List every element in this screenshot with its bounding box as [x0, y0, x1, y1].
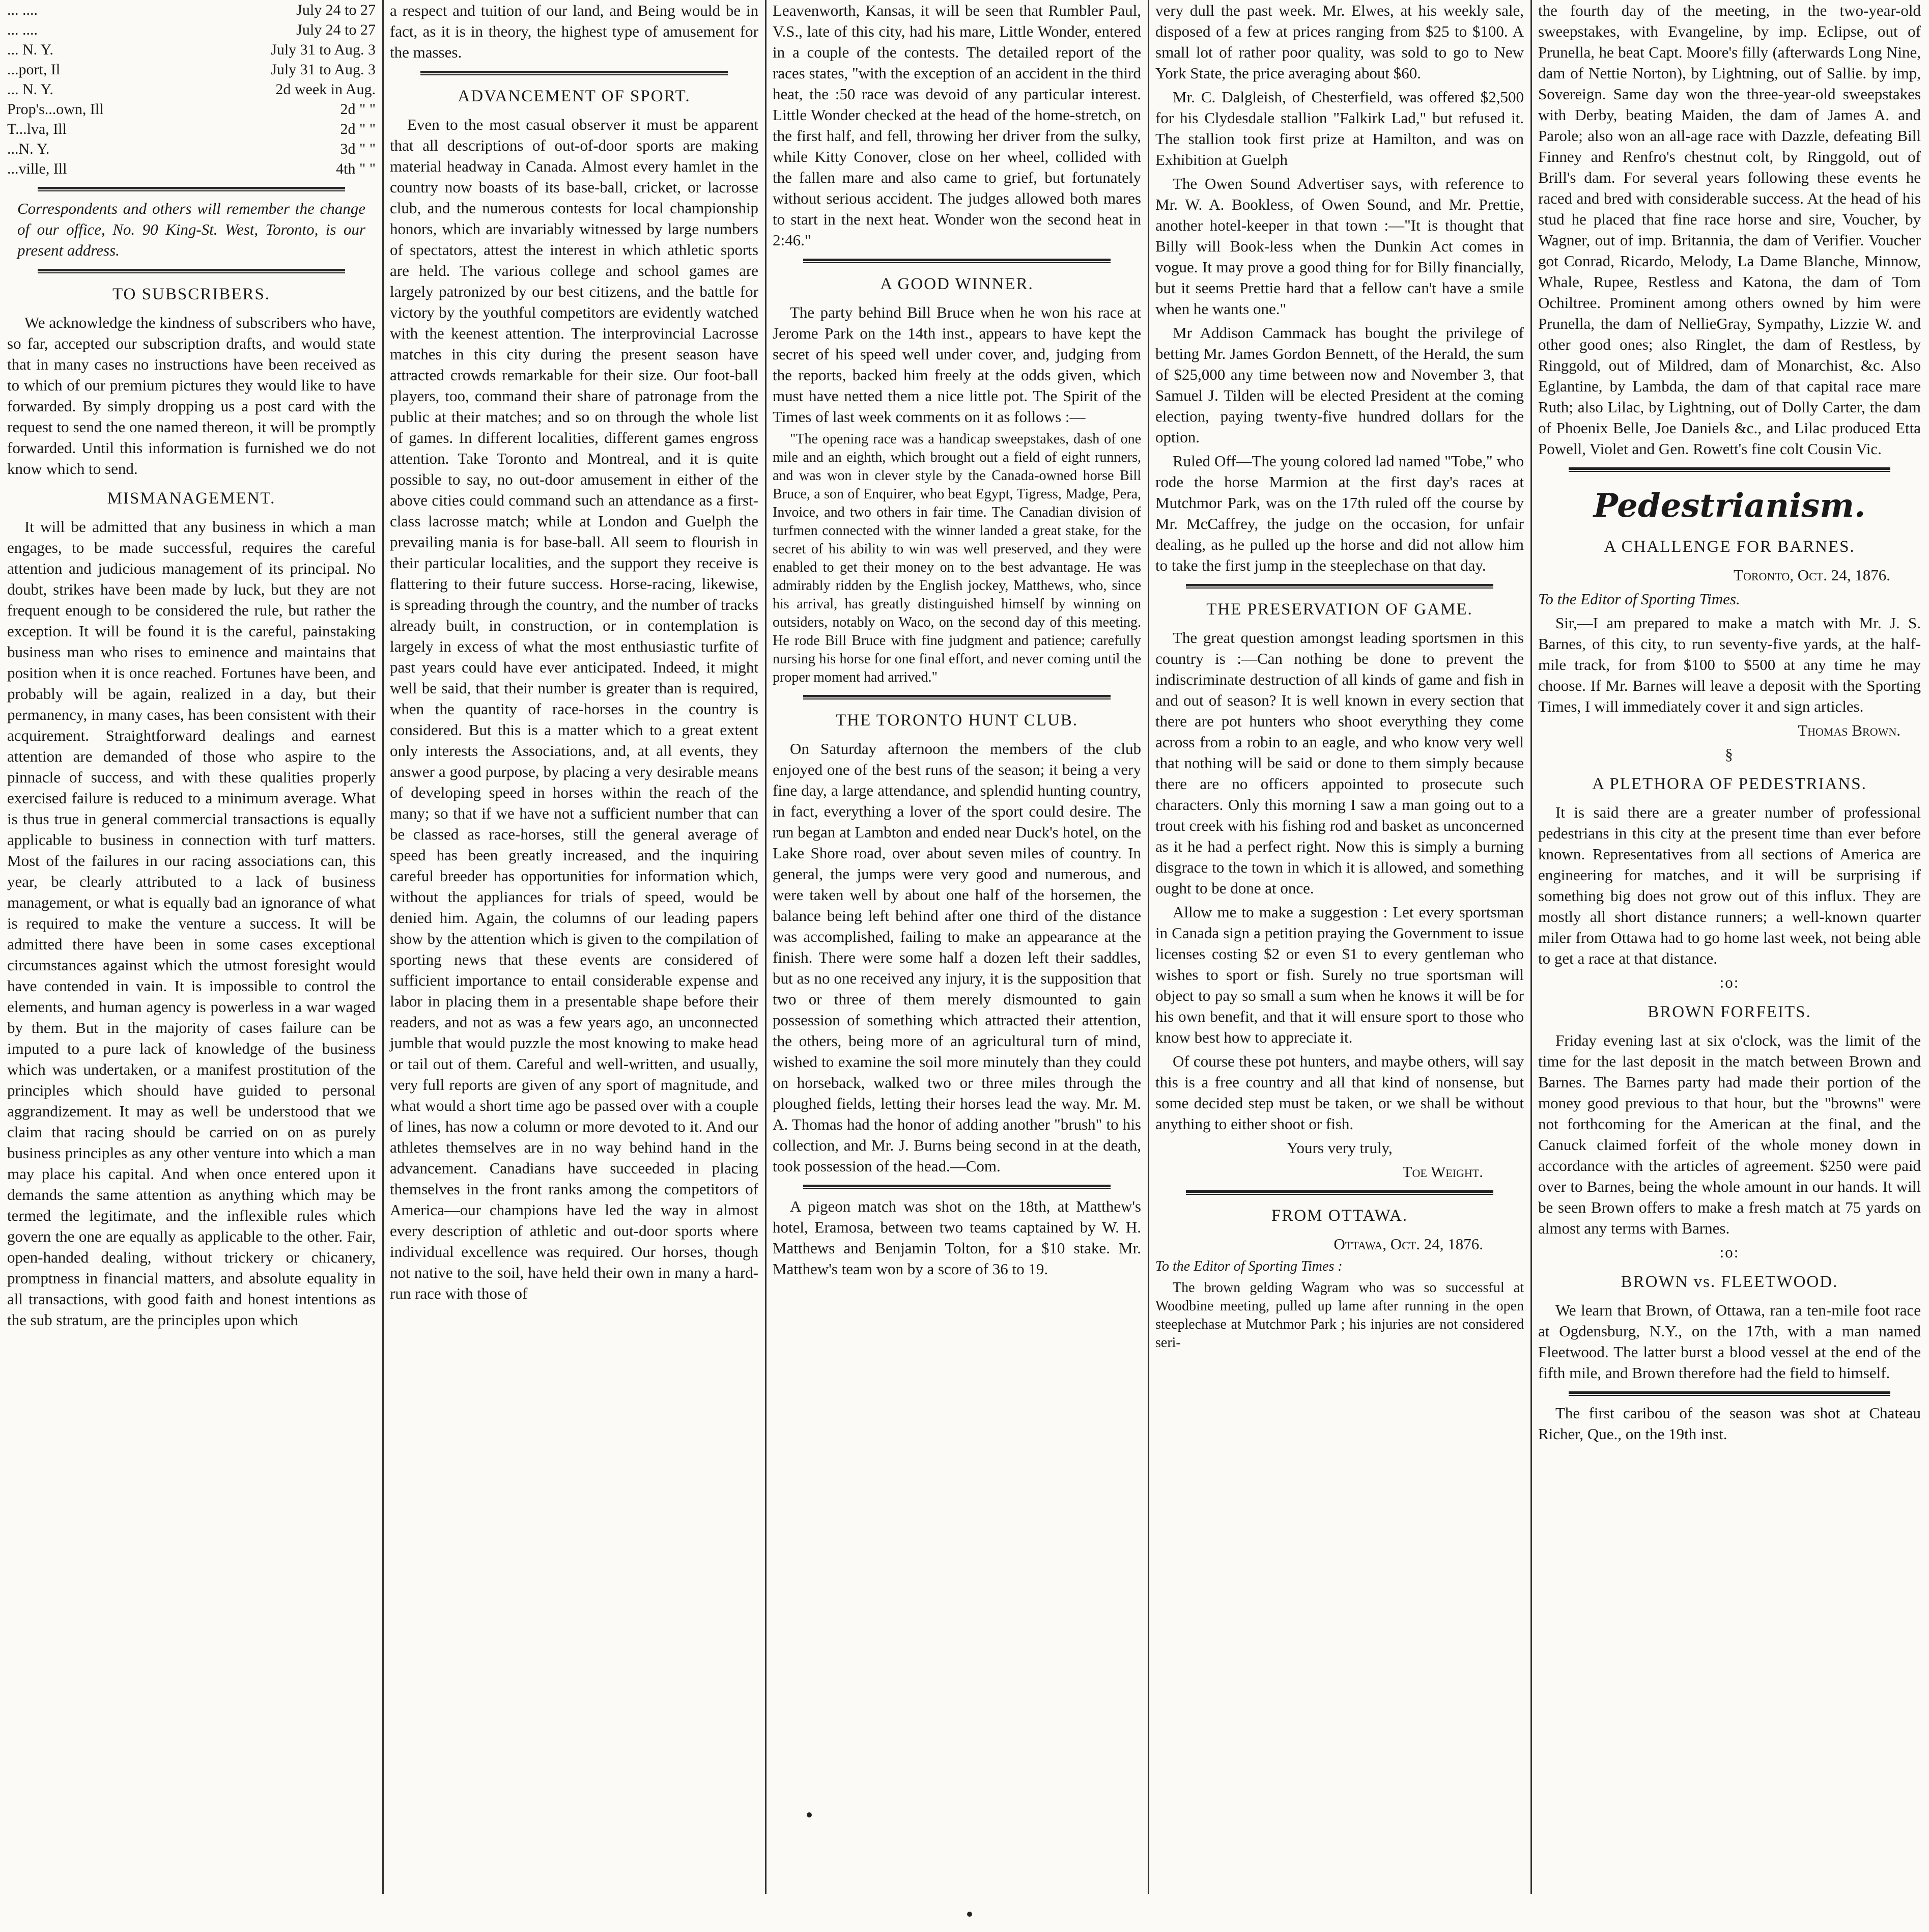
- column-3: [765, 0, 1148, 1894]
- heading-mismanagement: MISMANAGEMENT.: [107, 489, 276, 508]
- section-separator: [803, 1182, 1111, 1191]
- article-text: the fourth day of the meeting, in the two-year-old sweepstakes, with Evangeline, by imp. Eclipse, out of Prunella, he beat Capt. Moore's filly (afterwards Long Nine, dam of Nettie Norton), by Lightning, out of Sallie. by imp, Sovereign. Same day won the three-year-old sweepstakes with Derby, beating Maiden, the dam of James A. and Parole; also won an all-age race with Dazzle, defeating Bill Finney and Renfro's chestnut colt, by Ringgold, out of Brill's dam. For several years following these events he raced and bred with considerable success. At the head of his stud he placed that fine race horse and sire, Voucher, by Wagner, out of imp. Britannia, the dam of Verifier. Voucher got Conrad, Ricardo, Melody, La Dame Blanche, Minnow, Whale, Rupee, Restless and Katona, the dam of Tom Ochiltree. Prominent among others owned by him were Prunella, the dam of NellieGray, Sympathy, Lizzie W. and other good ones; also Ringlet, the dam of Restless, by Ringgold, out of Mildred, dam of Monarchist, &c. Also Eglantine, by Lambda, the dam of that capital race mare Ruth; also Lilac, by Lightning, out of Dolly Carter, the dam of Phoenix Belle, Joe Daniels &c., and Lilac produced Etta Powell, Violet and Gen. Rowett's fine colt Cousin Vic.: [1538, 2, 1921, 458]
- table-row: ...port, Il July 31 to Aug. 3: [7, 61, 376, 78]
- article-text: Ruled Off—The young colored lad named "Tobe," who rode the horse Marmion at the first day's races at Mutchmor Park, was on the 17th ruled off the course by Mr. McCaffrey, the judge on the occasion, for unfair dealing, as he pulled up the horse and did not allow him to take the first jump in the steeplechase on that day.: [1155, 452, 1524, 574]
- table-row: ... .... July 24 to 27: [7, 2, 376, 18]
- column-2: [383, 0, 765, 1894]
- quoted-text: "The opening race was a handicap sweepstakes, dash of one mile and an eighth, which brought out a field of eight runners, and was won in clever style by the Canada-owned horse Bill Bruce, a son of Enquirer, who beat Egypt, Tigress, Madge, Pera, Invoice, and two others in fair time. The Canadian division of turfmen connected with the winner landed a great stake, for the secret of his ability to win was well preserved, and they were enabled to get their money on to the best advantage. He was admirably ridden by the English jockey, Matthews, who, since his arrival, has greatly distinguished himself by winning on outsiders, notably on Waco, on the second day of this meeting. He rode Bill Bruce with fine judgment and patience; carefully nursing his horse for one final effort, and never coming until the proper moment had arrived.": [773, 431, 1141, 685]
- column-4: [1148, 0, 1531, 1894]
- section-separator: [1186, 581, 1493, 590]
- heading-advancement-of-sport: ADVANCEMENT OF SPORT.: [458, 87, 691, 105]
- dateline: Ottawa, Oct. 24, 1876.: [1334, 1235, 1483, 1253]
- office-notice: Correspondents and others will remember the change of our office, No. 90 King-St. West, Toronto, is our present address.: [17, 200, 365, 259]
- ink-speck: [807, 1812, 812, 1817]
- heading-to-subscribers: TO SUBSCRIBERS.: [112, 285, 270, 303]
- article-text: a respect and tuition of our land, and Being would be in fact, as it is in theory, the highest type of amusement for the masses.: [390, 2, 758, 61]
- heading-brown-vs-fleetwood: BROWN vs. FLEETWOOD.: [1621, 1273, 1838, 1291]
- table-row: ... N. Y. 2d week in Aug.: [7, 81, 376, 98]
- article-text: The brown gelding Wagram who was so successful at Woodbine meeting, pulled up lame after running in the open steeplechase at Mutchmor Park ; his injuries are not considered seri-: [1155, 1280, 1524, 1351]
- letter-salutation: To the Editor of Sporting Times :: [1155, 1258, 1343, 1274]
- article-text: On Saturday afternoon the members of the club enjoyed one of the best runs of the season; it being a very fine day, a large attendance, and splendid hunting country, in fact, everything a lover of the sport could desire. The run began at Lambton and ended near Duck's hotel, on the Lake Shore road, over about seven miles of country. In general, the jumps were very good and numerous, and were taken well by about one half of the horsemen, the balance being left behind after one third of the distance was accomplished, failing to make an appearance at the finish. There were some half a dozen left their saddles, but as no one received any injury, it is the supposition that two or three of them merely dismounted to gain possession of something which attracted their attention, the others, being more of an agricultural turn of mind, wished to examine the soil more minutely than they could on horseback, walked two or three miles through the ploughed fields, letting their horses lead the way. Mr. M. A. Thomas had the honor of adding another "brush" to his collection, and Mr. J. Burns being second in at the death, took possession of the head.—Com.: [773, 740, 1141, 1175]
- article-text: We learn that Brown, of Ottawa, ran a ten-mile foot race at Ogdensburg, N.Y., on the 17th, with a man named Fleetwood. The latter burst a blood vessel at the end of the fifth mile, and Brown therefore had the field to himself.: [1538, 1301, 1921, 1382]
- section-separator: [38, 266, 345, 275]
- section-separator: [420, 68, 728, 77]
- section-separator: [1186, 1187, 1493, 1196]
- article-text: Of course these pot hunters, and maybe others, will say this is a free country and all that kind of nonsense, but some decided step must be taken, or we shall be without anything to either shoot or fish.: [1155, 1052, 1524, 1133]
- article-text: We acknowledge the kindness of subscribers who have, so far, accepted our subscription drafts, and would state that in many cases no instructions have been received as to which of our premium pictures they would like to have forwarded. By simply dropping us a post card with the request to send the one named thereon, it will be promptly forwarded. Until this information is furnished we do not know which to send.: [7, 314, 376, 478]
- article-text: Friday evening last at six o'clock, was the limit of the time for the last deposit in the match between Brown and Barnes. The Barnes party had made their portion of the money good previous to that hour, but the "browns" were not forthcoming for the American at the final, and the Canuck claimed forfeit of the whole money down in accordance with the articles of agreement. $250 were paid over to Barnes, being the whole amount in our hands. It will be seen Brown offers to make a fresh match at 75 yards on almost any terms with Barnes.: [1538, 1031, 1921, 1237]
- letter-signature: Thomas Brown.: [1798, 721, 1900, 739]
- article-text: Allow me to make a suggestion : Let every sportsman in Canada sign a petition praying the Government to issue licenses costing $2 or even $1 to every gentleman who wishes to sport or fish. Surely no true sportsman will object to pay so small a sum when he knows it will be for his own benefit, and that it will ensure sport to those who know best how to appreciate it.: [1155, 903, 1524, 1046]
- table-row: ... N. Y. July 31 to Aug. 3: [7, 41, 376, 58]
- table-row: T...lva, Ill 2d " ": [7, 121, 376, 137]
- column-5: [1531, 0, 1928, 1894]
- heading-challenge-for-barnes: A CHALLENGE FOR BARNES.: [1604, 538, 1855, 556]
- article-text: The great question amongst leading sportsmen in this country is :—Can nothing be done to prevent the indiscriminate destruction of all kinds of game and fish in and out of season? It is well known in every section that there are pot hunters who shoot everything they come across from a robin to an eagle, and who know very well that nothing will be said or done to them simply because there are no officers appointed to prosecute such characters. Only this morning I saw a man going out to a trout creek with his fishing rod and basket as unconcerned as it he had a perfect right. Now this is simply a burning disgrace to the town in which it is allowed, and something ought to be done at once.: [1155, 629, 1524, 897]
- section-separator: [803, 692, 1111, 701]
- table-row: ...ville, Ill 4th " ": [7, 160, 376, 177]
- article-text: Even to the most casual observer it must be apparent that all descriptions of out-of-door sports are making material headway in Canada. Almost every hamlet in the country now boasts of its base-ball, cricket, or lacrosse club, and the numerous contests for local championship honors, which are invariably witnessed by large numbers of spectators, attest the interest in which athletic sports are held. The various college and school games are largely patronized by our best citizens, and the battle for victory by the youthful competitors are evidently watched with the keenest attention. The interprovincial Lacrosse matches in this city during the present season have attracted crowds remarkable for their size. Our foot-ball players, too, command their share of patronage from the public at their matches; and so on through the whole list of games. In different localities, different games engross attention. Take Toronto and Montreal, and it is quite possible to say, no out-door amusement in either of the above cities could command such an attendance as a first-class lacrosse match; while at London and Guelph the prevailing mania is for base-ball. All seem to flourish in their particular localities, and the support they receive is flattering to their future success. Horse-racing, likewise, is spreading through the country, and the number of tracks already built, in construction, or in contemplation is largely in excess of what the most enthusiastic turfite of past years could have ever anticipated. Indeed, it might well be said, that their number is greater than is required, when the quantity of race-horses in the country is considered. But this is a matter which to a great extent only interests the Associations, and, at all events, they answer a good purpose, by placing a very desirable means of developing speed in horses within the reach of the many; so that if we have not a sufficient number that can be classed as race-horses, still the general average of speed has been greatly increased, and the inquiring careful breeder has opportunities for information which, without the appliances for trials of speed, would be denied him. Again, the columns of our leading papers show by the attention which is given to the compilation of sporting news that these events are considered of sufficient importance to entail considerable expense and labor in placing them in a presentable shape before their readers, and not as was a few years ago, an unconnected jumble that would puzzle the most knowing to make head or tail out of them. Careful and well-written, and usually, very full reports are given of any sport of magnitude, and what would a short time ago be passed over with a couple of lines, has now a column or more devoted to it. And our athletes themselves are in no way behind hand in the advancement. Canadians have succeeded in placing themselves in the front ranks among the competitors of America—our champions have led the way in almost every description of athletic and out-door sports where individual excellence was required. Our horses, though not native to the soil, have held their own in many a hard-run race with those of: [390, 116, 758, 1302]
- heading-a-good-winner: A GOOD WINNER.: [880, 275, 1034, 293]
- ink-speck: [967, 1912, 972, 1917]
- article-text: Sir,—I am prepared to make a match with Mr. J. S. Barnes, of this city, to run seventy-five yards, at the half-mile track, for from $100 to $500 at any time he may choose. If Mr. Barnes will leave a deposit with the Sporting Times, I will immediately cover it and sign articles.: [1538, 614, 1921, 715]
- letter-closing: Yours very truly,: [1287, 1139, 1393, 1157]
- dateline: Toronto, Oct. 24, 1876.: [1734, 566, 1890, 584]
- heading-toronto-hunt-club: THE TORONTO HUNT CLUB.: [835, 711, 1079, 730]
- section-separator: [1569, 1388, 1890, 1397]
- heading-from-ottawa: FROM OTTAWA.: [1271, 1207, 1408, 1225]
- letter-salutation: To the Editor of Sporting Times.: [1538, 590, 1740, 608]
- article-text: Mr. C. Dalgleish, of Chesterfield, was offered $2,500 for his Clydesdale stallion "Falkirk Lad," but refused it. The stallion took first prize at Hamilton, and was on Exhibition at Guelph: [1155, 88, 1524, 169]
- section-title-pedestrianism: Pedestrianism.: [1593, 487, 1866, 525]
- table-row: Prop's...own, Ill 2d " ": [7, 101, 376, 118]
- article-text: The first caribou of the season was shot at Chateau Richer, Que., on the 19th inst.: [1538, 1404, 1921, 1443]
- article-text: very dull the past week. Mr. Elwes, at his weekly sale, disposed of a few at prices ranging from $25 to $100. A small lot of rather poor quality, was sold to go to New York State, the price averaging about $60.: [1155, 2, 1524, 82]
- heading-preservation-of-game: THE PRESERVATION OF GAME.: [1206, 600, 1473, 619]
- article-text: The Owen Sound Advertiser says, with reference to Mr. W. A. Bookless, of Owen Sound, and Mr. Prettie, another hotel-keeper in that town :—"It is thought that Billy will Book-less when the Dunkin Act comes in vogue. It may prove a good thing for for Billy financially, but it seems Prettie hard that a fellow can't have a smile when he wants one.": [1155, 175, 1524, 318]
- colon-mark: :o:: [1719, 973, 1740, 991]
- section-mark: §: [1725, 745, 1734, 763]
- colon-mark: :o:: [1719, 1243, 1740, 1261]
- article-text: The party behind Bill Bruce when he won his race at Jerome Park on the 14th inst., appears to have kept the secret of his speed well under cover, and, judging from the reports, backed him freely at the odds given, which must have netted them a nice little pot. The Spirit of the Times of last week comments on it as follows :—: [773, 303, 1141, 426]
- heading-plethora-of-pedestrians: A PLETHORA OF PEDESTRIANS.: [1592, 775, 1867, 793]
- heading-brown-forfeits: BROWN FORFEITS.: [1648, 1003, 1811, 1021]
- race-schedule-table: [7, 0, 376, 179]
- article-text: Mr Addison Cammack has bought the privilege of betting Mr. James Gordon Bennett, of the Herald, the sum of $25,000 any time between now and November 3, that Samuel J. Tilden will be elected President at the coming election, paying twenty-five hundred dollars for the option.: [1155, 324, 1524, 446]
- table-row: ... .... July 24 to 27: [7, 21, 376, 38]
- section-separator: [803, 256, 1111, 265]
- article-text: It will be admitted that any business in which a man engages, to be made successful, requires the careful attention and judicious management of its principal. No doubt, strikes have been made by luck, but they are not frequent enough to be considered the rule, but rather the exception. It will be found it is the careful, painstaking business man who rises to eminence and maintains that position when it is once reached. Fortunes have been, and probably will be again, realized in a day, but their permanency, in many cases, has been consistent with their acquirement. Straightforward dealings and earnest attention are demanded of those who aspire to the pinnacle of success, and with these qualities properly exercised failure is reduced to a minimum average. What is thus true in general commercial transactions is equally applicable to business in connection with turf matters. Most of the failures in our racing associations can, this year, be clearly attributed to a lack of business management, or what is equally bad an ignorance of what is required to make the venture a success. It will be admitted there have been in some cases exceptional circumstances against which the utmost foresight would have contended in vain. It is impossible to control the elements, and human agency is powerless in a war waged by them. But in the majority of cases failure can be imputed to a pure lack of knowledge of the business which was undertaken, or a manifest prostitution of the principles which should have guided to personal aggrandizement. It may as well be understood that we claim that racing should be carried on on as purely business principles as any other venture into which a man may place his capital. And when once entered upon it demands the same attention as anything which may be termed the legitimate, and the inflexible rules which govern the one are equally as applicable to the other. Fair, open-handed dealing, without trickery or chicanery, promptness in financial matters, and absolute equality in all transactions, with good faith and honest intentions as the sub stratum, are the principles upon which: [7, 518, 376, 1329]
- section-separator: [1569, 464, 1890, 473]
- article-text: It is said there are a greater number of professional pedestrians in this city at the present time than ever before known. Representatives from all sections of America are engineering for matches, and it will be surprising if something big does not grow out of this influx. They are mostly all short distance runners; a well-known quarter miler from Ottawa had to go home last week, not being able to get a race at that distance.: [1538, 803, 1921, 967]
- section-separator: [38, 184, 345, 193]
- article-text: Leavenworth, Kansas, it will be seen that Rumbler Paul, V.S., late of this city, had his mare, Little Wonder, entered in a couple of the contests. The detailed report of the races states, "with the exception of an accident in the third heat, the :50 race was devoid of any particular interest. Little Wonder checked at the head of the home-stretch, on the first half, and fell, throwing her driver from the sulky, while Kitty Conover, close on her wheel, collided with the fallen mare and also came to grief, but fortunately without serious accident. The judges allowed both mares to start in the next heat. Wonder won the second heat in 2:46.": [773, 2, 1141, 249]
- table-row: ...N. Y. 3d " ": [7, 141, 376, 157]
- article-text: A pigeon match was shot on the 18th, at Matthew's hotel, Eramosa, between two teams captained by W. H. Matthews and Benjamin Tolton, for a $10 stake. Mr. Matthew's team won by a score of 36 to 19.: [773, 1197, 1141, 1278]
- column-1: [0, 0, 383, 1894]
- letter-signature: Toe Weight.: [1402, 1163, 1483, 1181]
